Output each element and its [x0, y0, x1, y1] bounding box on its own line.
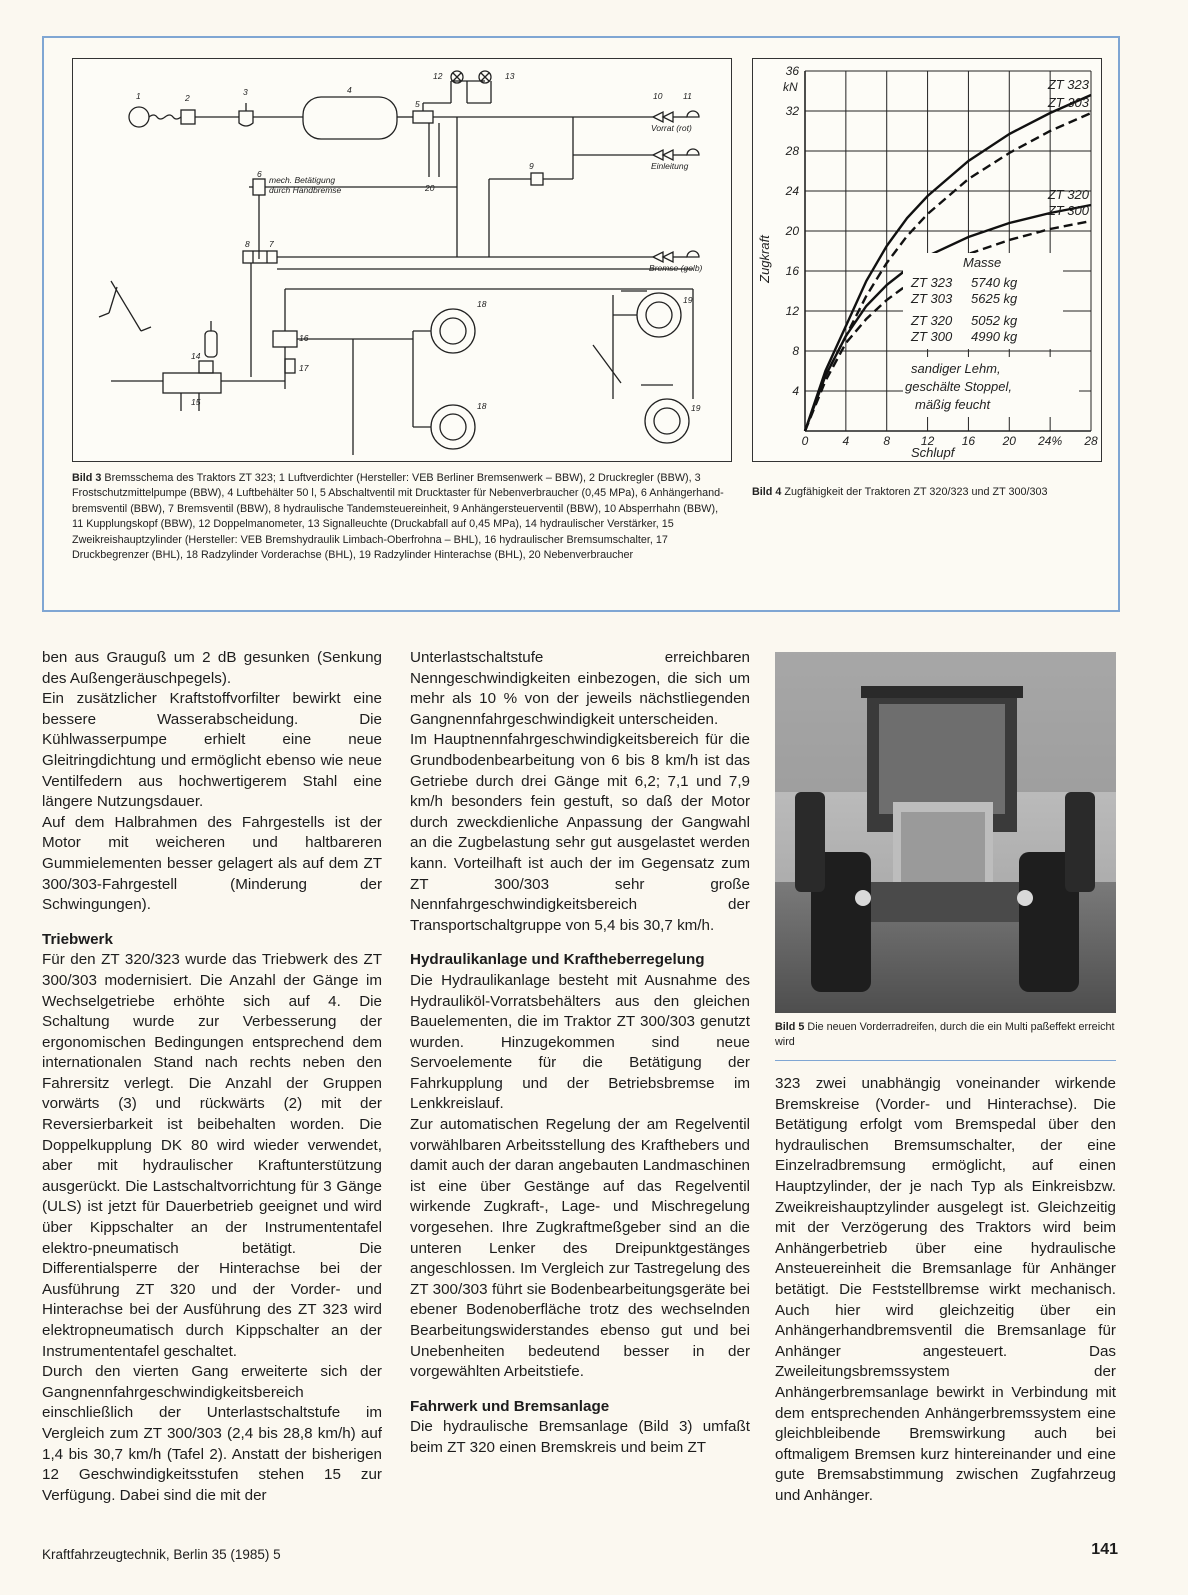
y-tick-label: 36: [785, 64, 799, 78]
label-19b: 19: [691, 403, 701, 413]
label-18b: 18: [477, 401, 487, 411]
label-5: 5: [415, 99, 420, 109]
paragraph: ben aus Grauguß um 2 dB gesunken (Senkung des Außengeräuschpegels).: [42, 649, 382, 687]
label-8: 8: [245, 239, 250, 249]
brake-schematic-drawing: [73, 59, 731, 461]
series-label: ZT 323: [1047, 77, 1089, 92]
paragraph: Ein zusätzlicher Kraftstoffvorfilter bewirkt eine bessere Wasserabscheidung. Die Kühlwasserpumpe erhielt eine neue Gleitringdichtung und ermöglicht ebenso wie neue Ventilfedern aus hochwertigerem Stahl eine längere Nutzungsdauer.: [42, 690, 382, 811]
label-18a: 18: [477, 299, 487, 309]
traction-chart: [753, 59, 1101, 461]
label-15: 15: [191, 397, 201, 407]
label-mech-1: mech. Betätigung: [269, 175, 336, 185]
masse-model: ZT 320: [911, 313, 953, 328]
soil-line: sandiger Lehm,: [911, 361, 1001, 376]
tractor-photo-image: [775, 652, 1116, 1013]
figure4-caption: [752, 485, 1102, 500]
masse-model: ZT 300: [911, 329, 953, 344]
masse-title: Masse: [963, 255, 1002, 270]
paragraph: Unterlastschaltstufe erreichbaren Nenngeschwindigkeiten einbezogen, die sich um mehr als 10 % von der jeweils nächstliegenden Gangnennfahrgeschwindigkeit unterscheiden.: [410, 649, 750, 728]
label-11: 11: [683, 91, 692, 101]
masse-model: ZT 303: [911, 291, 953, 306]
label-17: 17: [299, 363, 309, 373]
label-7: 7: [269, 239, 274, 249]
y-tick-label: 24: [785, 184, 799, 198]
y-tick-label: 16: [785, 264, 799, 278]
divider: [775, 1060, 1116, 1061]
soil-line: mäßig feucht: [915, 397, 991, 412]
figure3-caption-text: Bremsschema des Traktors ZT 323; 1 Luftverdichter (Hersteller: VEB Berliner Bremsenwerk – BBW), 2 Druckregler (BBW), 3 Frostschutzmittelpumpe (BBW), 4 Luftbehälter 50 l, 5 Abschaltventil mit Drucktaster für Nebenverbraucher (0,45 MPa), 6 Anhängerhand-bremsventil (BBW), 7 Bremsventil (BBW), 8 hydraulische Tandemsteuereinheit, 9 Anhängersteuerventil (BBW), 10 Absperrhahn (BBW), 11 Kupplungskopf (BBW), 12 Doppelmanometer, 13 Signalleuchte (Druckabfall auf 0,45 MPa), 14 hydraulischer Verstärker, 15 Zweikreishauptzylinder (Hersteller: VEB Bremshydraulik Limbach-Oberfrohna – BHL), 16 hydraulischer Bremsumschalter, 17 Druckbegrenzer (BHL), 18 Radzylinder Vorderachse (BHL), 19 Radzylinder Hinterachse (BHL), 20 Nebenverbraucher: [72, 472, 724, 562]
figure-box: [42, 36, 1120, 612]
label-16: 16: [299, 333, 309, 343]
paragraph: 323 zwei unabhängig voneinander wirkende Bremskreise (Vorder- und Hinterachse). Die Betätigung erfolgt vom Bremspedal über den hydraulischen Bremsumschalter, der eine Einzelradbremsung ermöglicht, auf einen Hauptzylinder, der je nach Typ als Einkreisbzw. Zweikreishauptzylinder ausgelegt ist. Gleichzeitig mit der Verzögerung des Traktors wird beim Anhängerbetrieb über eine hydraulische Ansteuereinheit die Bremsanlage für Anhänger betätigt. Die Feststellbremse wirkt mechanisch. Auch hier wird gleichzeitig über ein Anhängerhandbremsventil die Bremsanlage für Anhänger angesteuert. Das Zweileitungsbremssystem der Anhängerbremsanlage bewirkt in Verbindung mit dem entsprechenden Anhängerbremssystem eine gleichbleibende Bremswirkung auch bei oftmaligem Bremsen kurz hintereinander und eine gute Bremsabstimmung zwischen Zugfahrzeug und Anhänger.: [775, 1075, 1116, 1504]
soil-line: geschälte Stoppel,: [905, 379, 1012, 394]
label-10: 10: [653, 91, 663, 101]
label-4: 4: [347, 85, 352, 95]
series-label: ZT 303: [1047, 95, 1089, 110]
text-column-2: [410, 648, 750, 1459]
label-14: 14: [191, 351, 201, 361]
x-tick-label: 0: [801, 434, 809, 448]
x-tick-label: 12: [920, 434, 935, 448]
paragraph: Für den ZT 320/323 wurde das Triebwerk des ZT 300/303 modernisiert. Die Anzahl der Gänge im Wechselgetriebe erhöhte sich auf 4. Die Schaltung wurde zur Verbesserung der ergonomischen Bedingungen entsprechend dem internationalen Stand nach rechts neben den Fahrersitz verlegt. Die Anzahl der Gruppen vorwärts (3) und rückwärts (2) mit der Reversierbarkeit ist beibehalten worden. Die Doppelkupplung DK 80 wird wieder verwendet, aber mit hydraulischer Kraftunterstützung ausgerückt. Die Lastschaltvorrichtung für 3 Gänge (ULS) ist jetzt für Dauerbetrieb geeignet und wird über Kippschalter an der Instrumententafel elektro-pneumatisch betätigt. Die Differentialsperre der Hinterachse bei der Ausführung ZT 320 und der Vorder- und Hinterachse bei der Ausführung des ZT 323 wird elektropneumatisch durch Kippschalter an der Instrumententafel geschaltet.: [42, 951, 382, 1360]
journal-footer: Kraftfahrzeugtechnik, Berlin 35 (1985) 5: [42, 1547, 281, 1562]
masse-model: ZT 323: [911, 275, 953, 290]
text-column-3: [775, 1074, 1116, 1506]
label-2: 2: [185, 93, 190, 103]
label-bremse: Bremse (gelb): [649, 263, 703, 273]
x-tick-label: 24%: [1038, 434, 1063, 448]
x-tick-label: 28: [1084, 434, 1098, 448]
paragraph: Die Hydraulikanlage besteht mit Ausnahme des Hydrauliköl-Vorratsbehälters aus den gleichen Bauelementen, die im Traktor ZT 300/303 genutzt wurden. Hinzugekommen sind neue Servoelemente für die Betätigung der Fahrkupplung und der Betriebsbremse im Lenkkreislauf.: [410, 971, 750, 1113]
traction-chart-panel: [752, 58, 1102, 462]
y-tick-label: 28: [785, 144, 799, 158]
label-einleitung: Einleitung: [651, 161, 689, 171]
label-6: 6: [257, 169, 262, 179]
figure3-caption-title: Bild 3: [72, 472, 102, 484]
series-label: ZT 300: [1047, 203, 1089, 218]
paragraph: Auf dem Halbrahmen des Fahrgestells ist der Motor mit weicheren und haltbareren Gummielementen besser gelagert als auf dem ZT 300/303-Fahrgestell (Minderung der Schwingungen).: [42, 813, 382, 914]
page-number: 141: [1091, 1541, 1118, 1558]
figure5-caption-text: Die neuen Vorderradreifen, durch die ein Multi paßeffekt erreicht wird: [775, 1021, 1115, 1049]
y-tick-label: 32: [785, 104, 799, 118]
heading-triebwerk: Triebwerk: [42, 930, 113, 948]
y-tick-label: 20: [785, 224, 799, 238]
masse-value: 4990 kg: [971, 329, 1018, 344]
y-tick-label: 12: [785, 304, 799, 318]
tractor-photo: [775, 652, 1116, 1013]
compressor-symbol: [129, 107, 149, 127]
label-12: 12: [433, 71, 443, 81]
paragraph: Die hydraulische Bremsanlage (Bild 3) umfaßt beim ZT 320 einen Bremskreis und beim ZT: [410, 1418, 750, 1456]
masse-value: 5625 kg: [971, 291, 1018, 306]
x-axis-label: Schlupf: [911, 445, 955, 460]
figure5-caption: [775, 1020, 1116, 1051]
heading-fahrwerk: Fahrwerk und Bremsanlage: [410, 1397, 610, 1415]
label-vorrat: Vorrat (rot): [651, 123, 692, 133]
paragraph: Zur automatischen Regelung der am Regelventil vorwählbaren Arbeitsstellung des Krafthebers und damit auch der daran angebauten Landmaschinen ist eine über Gestänge auf das Regelventil wirkende Zugkraft-, Lage- und Mischregelung vorgesehen. Ihre Zugkraftmeßgeber sind an die unteren Lenker des Dreipunktgestänges angeschlossen. Im Vergleich zur Tastregelung des ZT 300/303 führt sie Bodenbearbeitungsgeräte bei ebener Bodenoberfläche trotz des wechselnden Bearbeitungswiderstandes ebenso gut und bei Unebenheiten bedeutend besser in der vorgewählten Arbeitstiefe.: [410, 1116, 750, 1381]
masse-value: 5740 kg: [971, 275, 1018, 290]
series-label: ZT 320: [1047, 187, 1089, 202]
label-20: 20: [425, 183, 435, 193]
label-13: 13: [505, 71, 515, 81]
x-tick-label: 4: [842, 434, 850, 448]
label-19a: 19: [683, 295, 693, 305]
y-unit: kN: [783, 80, 798, 94]
x-tick-label: 20: [1002, 434, 1016, 448]
y-tick-label: 4: [792, 384, 799, 398]
label-1: 1: [136, 91, 141, 101]
y-tick-label: 8: [792, 344, 799, 358]
figure4-caption-title: Bild 4: [752, 486, 782, 498]
air-tank-symbol: [303, 97, 397, 139]
x-tick-label: 16: [961, 434, 976, 448]
figure5-caption-title: Bild 5: [775, 1021, 805, 1033]
paragraph: Durch den vierten Gang erweiterte sich der Gangnennfahrgeschwindigkeitsbereich einschließlich der Unterlastschaltstufe im Vergleich zum ZT 300/303 (2,4 bis 28,8 km/h) auf 1,4 bis 30,7 km/h (Tafel 2). Anstatt der bisherigen 12 Geschwindigkeitsstufen stehen 15 zur Verfügung. Dabei sind die mit der: [42, 1363, 382, 1504]
x-tick-label: 8: [883, 434, 891, 448]
text-column-1: [42, 648, 382, 1506]
masse-value: 5052 kg: [971, 313, 1018, 328]
figure3-caption: [72, 471, 732, 563]
figure4-caption-text: Zugfähigkeit der Traktoren ZT 320/323 und ZT 300/303: [784, 486, 1048, 498]
y-axis-label: Zugkraft: [757, 235, 772, 283]
label-mech-2: durch Handbremse: [269, 185, 342, 195]
label-3: 3: [243, 87, 248, 97]
label-9: 9: [529, 161, 534, 171]
heading-hydraulik: Hydraulikanlage und Kraftheberregelung: [410, 951, 705, 969]
paragraph: Im Hauptnennfahrgeschwindigkeitsbereich für die Grundbodenbearbeitung von 6 bis 8 km/h ist das Getriebe durch drei Gänge mit 6,2; 7,1 und 7,9 km/h besonders fein gestuft, so daß der Motor durch zweckdienliche Anpassung der Gangwahl an die Zugbelastung sehr gut ausgelastet werden kann. Vorteilhaft ist auch der im Gegensatz zum ZT 300/303 sehr große Nennfahrgeschwindigkeitsbereich der Transportschaltgruppe von 5,4 bis 30,7 km/h.: [410, 731, 750, 934]
brake-schematic: [72, 58, 732, 462]
